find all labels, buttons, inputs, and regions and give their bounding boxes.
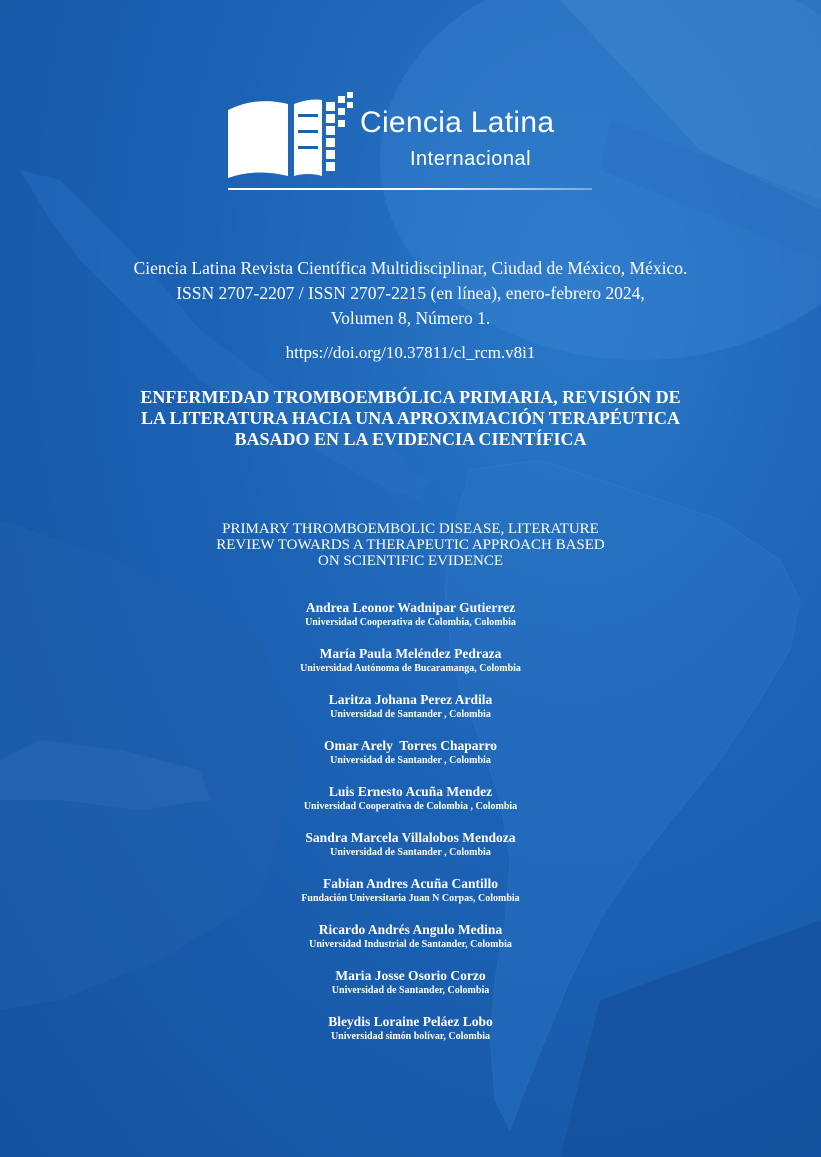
author-entry xyxy=(200,968,621,1014)
title-spanish-line: ENFERMEDAD TROMBOEMBÓLICA PRIMARIA, REVISIÓN DE xyxy=(140,387,681,407)
author-entry xyxy=(200,922,621,968)
author-entry xyxy=(200,738,621,784)
author-affiliation: Universidad de Santander , Colombia xyxy=(330,847,491,858)
author-affiliation: Universidad de Santander, Colombia xyxy=(331,985,490,996)
logo-divider xyxy=(228,188,592,190)
author-name: María Paula Meléndez Pedraza xyxy=(319,646,502,661)
journal-name-line: Ciencia Latina Revista Científica Multidisciplinar, Ciudad de México, México. xyxy=(133,258,688,278)
author-name: Laritza Johana Perez Ardila xyxy=(328,692,493,707)
author-affiliation: Universidad simón bolívar, Colombia xyxy=(330,1031,491,1042)
author-affiliation: Universidad Cooperativa de Colombia , Colombia xyxy=(303,801,518,812)
author-entry xyxy=(200,830,621,876)
title-english xyxy=(150,521,671,569)
publisher-name: Ciencia Latina xyxy=(360,106,555,139)
author-affiliation: Fundación Universitaria Juan N Corpas, Colombia xyxy=(301,893,520,904)
publisher-logo xyxy=(226,92,596,197)
journal-volume-line: Volumen 8, Número 1. xyxy=(330,308,491,328)
author-name: Ricardo Andrés Angulo Medina xyxy=(318,922,503,937)
author-name: Bleydis Loraine Peláez Lobo xyxy=(328,1014,493,1029)
author-affiliation: Universidad Industrial de Santander, Colombia xyxy=(309,939,512,950)
author-entry xyxy=(200,1014,621,1060)
author-entry xyxy=(200,784,621,830)
author-entry xyxy=(200,646,621,692)
author-name: Luis Ernesto Acuña Mendez xyxy=(328,784,493,799)
title-english-line: PRIMARY THROMBOEMBOLIC DISEASE, LITERATURE xyxy=(222,521,599,537)
author-affiliation: Universidad de Santander , Colombia xyxy=(330,755,491,766)
open-book-pixel-icon xyxy=(226,92,356,184)
journal-issn-line: ISSN 2707-2207 / ISSN 2707-2215 (en línea), enero-febrero 2024, xyxy=(176,283,645,303)
author-name: Sandra Marcela Villalobos Mendoza xyxy=(305,830,516,845)
title-spanish-line: BASADO EN LA EVIDENCIA CIENTÍFICA xyxy=(234,429,587,449)
author-name: Andrea Leonor Wadnipar Gutierrez xyxy=(305,600,516,615)
author-name: Fabian Andres Acuña Cantillo xyxy=(323,876,498,891)
author-entry xyxy=(200,692,621,738)
author-name: Omar Arely Torres Chaparro xyxy=(323,738,497,753)
author-entry xyxy=(200,600,621,646)
publisher-subtitle: Internacional xyxy=(410,148,532,170)
doi-link[interactable]: https://doi.org/10.37811/cl_rcm.v8i1 xyxy=(285,343,536,362)
title-spanish xyxy=(100,387,721,450)
author-affiliation: Universidad Autónoma de Bucaramanga, Colombia xyxy=(300,663,521,674)
author-affiliation: Universidad de Santander , Colombia xyxy=(330,709,491,720)
title-english-line: REVIEW TOWARDS A THERAPEUTIC APPROACH BASED xyxy=(216,537,605,553)
author-list xyxy=(200,600,621,1060)
author-entry xyxy=(200,876,621,922)
title-english-line: ON SCIENTIFIC EVIDENCE xyxy=(318,553,503,569)
title-spanish-line: LA LITERATURA HACIA UNA APROXIMACIÓN TERAPÉUTICA xyxy=(141,408,680,428)
author-affiliation: Universidad Cooperativa de Colombia, Colombia xyxy=(305,617,516,628)
author-name: Maria Josse Osorio Corzo xyxy=(335,968,486,983)
